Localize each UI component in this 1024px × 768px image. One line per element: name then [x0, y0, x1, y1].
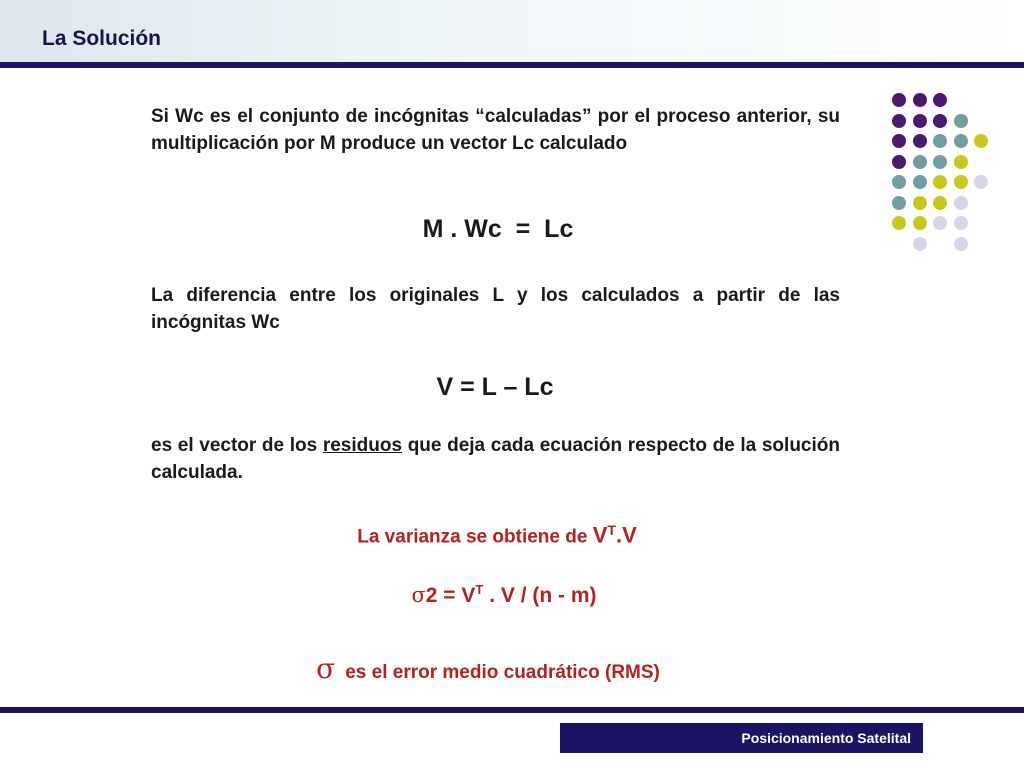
rms-sigma-symbol: σ — [316, 652, 336, 685]
decorative-dot — [933, 196, 947, 210]
rms-statement — [0, 652, 1000, 685]
decorative-dot — [913, 93, 927, 107]
sigma-squared-equation — [0, 582, 1016, 608]
variance-text: La varianza se obtiene de — [357, 526, 593, 548]
sigma-end: . V / (n - m) — [483, 584, 597, 607]
decorative-dot — [954, 196, 968, 210]
decorative-dot — [954, 175, 968, 189]
decorative-dot — [954, 155, 968, 169]
equation-residual-vector: V = L – Lc — [436, 373, 554, 401]
decorative-dot — [892, 114, 906, 128]
decorative-dot — [892, 134, 906, 148]
bottom-divider — [0, 707, 1024, 713]
paragraph-residuals — [151, 432, 840, 486]
residuals-text-pre: es el vector de los — [151, 435, 323, 456]
decorative-dot — [933, 134, 947, 148]
variance-end: .V — [615, 522, 637, 548]
variance-v: V — [592, 522, 608, 548]
decorative-dot — [933, 114, 947, 128]
decorative-dot — [892, 196, 906, 210]
variance-statement — [0, 522, 1009, 548]
decorative-dot — [913, 155, 927, 169]
decorative-dot — [913, 134, 927, 148]
decorative-dot — [913, 175, 927, 189]
footer-label: Posicionamiento Satelital — [560, 723, 923, 753]
decorative-dot — [974, 175, 988, 189]
decorative-dot — [954, 134, 968, 148]
sigma-exponent: 2 — [425, 584, 438, 607]
decorative-dot — [913, 196, 927, 210]
decorative-dot — [892, 175, 906, 189]
variance-transpose: T — [607, 522, 616, 538]
decorative-dot — [933, 155, 947, 169]
decorative-dot — [892, 93, 906, 107]
decorative-dot — [933, 175, 947, 189]
paragraph-calculated-unknowns: Si Wc es el conjunto de incógnitas “calculadas” por el proceso anterior, su multiplicación por M produce un vector Lc calculado — [151, 106, 840, 154]
rms-text: es el error medio cuadrático (RMS) — [345, 662, 660, 683]
slide-title: La Solución — [42, 27, 162, 50]
top-divider — [0, 62, 1024, 68]
decorative-dot — [954, 114, 968, 128]
sigma-mid: = V — [437, 584, 476, 607]
residuals-text-post: que deja cada ecuación respecto de la solución calculada. — [151, 435, 840, 483]
sigma-transpose: T — [475, 582, 484, 597]
paragraph-difference: La diferencia entre los originales L y los calculados a partir de las incógnitas Wc — [151, 285, 840, 333]
equation-m-wc-lc: M . Wc = Lc — [422, 215, 574, 243]
decorative-dot — [974, 134, 988, 148]
residuals-underlined-word: residuos — [322, 435, 403, 456]
sigma-symbol: σ — [411, 583, 426, 607]
decorative-dot — [913, 114, 927, 128]
decorative-dot — [933, 93, 947, 107]
decorative-dot — [892, 155, 906, 169]
